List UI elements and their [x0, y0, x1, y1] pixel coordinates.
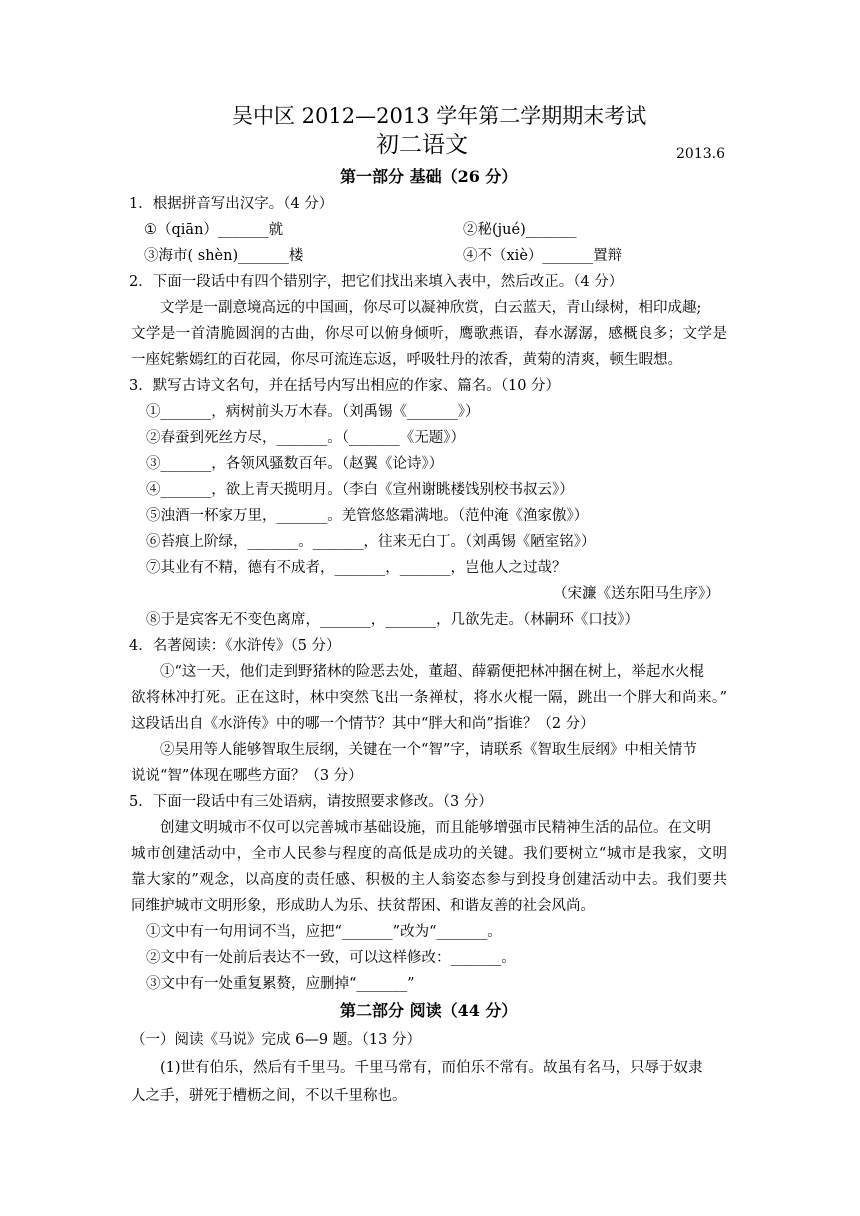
q1-item-1: ①（qiān）_______就 — [144, 222, 284, 238]
part1-heading: 第一部分 基础（26 分） — [340, 167, 518, 186]
q5-item-1: ①文中有一句用词不当，应把“_______”改为“_______。 — [146, 924, 502, 940]
q1-item-3: ③海市( shèn)_______楼 — [144, 248, 304, 264]
part2-heading: 第二部分 阅读（44 分） — [340, 1001, 518, 1020]
q5-paragraph-line: 同维护城市文明形象，形成助人为乐、扶贫帮困、和谐友善的社会风尚。 — [131, 898, 595, 914]
q3-item-1: ①_______，病树前头万木春。（刘禹锡《_______》） — [146, 404, 480, 420]
q3-item-7: ⑦其业有不精，德有不成者，_______，_______，岂他人之过哉？ — [146, 560, 567, 576]
q4-line: ①“这一天，他们走到野猪林的险恶去处，董超、薛霸便把林冲捆在树上，举起水火棍 — [160, 664, 704, 680]
q3-item-6: ⑥苔痕上阶绿，_______。_______，往来无白丁。（刘禹锡《陋室铭》） — [146, 534, 596, 550]
q3-item-8: ⑧于是宾客无不变色离席，_______，_______，几欲先走。（林嗣环《口技》） — [146, 612, 639, 628]
q4-line: 这段话出自《水浒传》中的哪一个情节？其中“胖大和尚”指谁？（2 分） — [131, 716, 595, 732]
q5-prompt: 5．下面一段话中有三处语病，请按照要求修改。（3 分） — [129, 794, 493, 810]
q4-line: 欲将林冲打死。正在这时，林中突然飞出一条禅杖，将水火棍一隔，跳出一个胖大和尚来。” — [131, 690, 727, 706]
q3-item-3: ③_______，各领风骚数百年。（赵翼《论诗》） — [146, 456, 444, 472]
q3-item-7-source: （宋濂《送东阳马生序》） — [553, 586, 720, 602]
q5-paragraph-line: 创建文明城市不仅可以完善城市基础设施，而且能够增强市民精神生活的品位。在文明 — [160, 820, 711, 836]
passage-line: (1)世有伯乐，然后有千里马。千里马常有，而伯乐不常有。故虽有名马，只辱于奴隶 — [160, 1060, 703, 1076]
q5-paragraph-line: 城市创建活动中，全市人民参与程度的高低是成功的关键。我们要树立“城市是我家，文明 — [131, 846, 727, 862]
exam-title: 吴中区 2012—2013 学年第二学期期末考试 — [232, 104, 647, 128]
q3-item-2: ②春蚕到死丝方尽，_______。（_______《无题》） — [146, 430, 465, 446]
q3-prompt: 3．默写古诗文名句，并在括号内写出相应的作家、篇名。（10 分） — [129, 378, 561, 394]
q1-prompt: 1．根据拼音写出汉字。（4 分） — [129, 196, 334, 212]
q4-line: ②吴用等人能够智取生辰纲，关键在一个“智”字，请联系《智取生辰纲》中相关情节 — [160, 742, 697, 758]
passage-line: 人之手，骈死于槽枥之间，不以千里称也。 — [131, 1088, 407, 1104]
q2-paragraph-line: 文学是一首清脆圆润的古曲，你尽可以俯身倾听，鹰歌燕语，春水潺潺，感概良多；文学是 — [131, 326, 727, 342]
subject-title: 初二语文 — [376, 132, 468, 158]
q4-line: 说说“智”体现在哪些方面？（3 分） — [131, 768, 363, 784]
q5-paragraph-line: 靠大家的”观念，以高度的责任感、积极的主人翁姿态参与到投身创建活动中去。我们要共 — [131, 872, 727, 888]
q2-paragraph-line: 一座姹紫嫣红的百花园，你尽可流连忘返，呼吸牡丹的浓香，黄菊的清爽，顿生暇想。 — [131, 352, 682, 368]
q3-item-4: ④_______，欲上青天揽明月。（李白《宣州谢眺楼饯别校书叔云》） — [146, 482, 574, 498]
q1-item-4: ④不（xiè）_______置辩 — [463, 248, 623, 264]
q1-item-2: ②秘(jué)_______ — [463, 222, 577, 238]
q4-prompt: 4．名著阅读：《水浒传》（5 分） — [129, 638, 341, 654]
q3-item-5: ⑤浊酒一杯家万里，_______。羌管悠悠霜满地。（范仲淹《渔家傲》） — [146, 508, 589, 524]
q2-paragraph-line: 文学是一副意境高远的中国画，你尽可以凝神欣赏，白云蓝天，青山绿树，相印成趣; — [160, 300, 702, 316]
q2-prompt: 2．下面一段话中有四个错别字，把它们找出来填入表中，然后改正。（4 分） — [129, 274, 624, 290]
q5-item-2: ②文中有一处前后表达不一致，可以这样修改：_______。 — [146, 950, 516, 966]
q5-item-3: ③文中有一处重复累赘，应删掉“_______” — [146, 976, 415, 992]
exam-date: 2013.6 — [676, 146, 725, 162]
section1-heading: （一）阅读《马说》完成 6—9 题。（13 分） — [131, 1032, 421, 1048]
